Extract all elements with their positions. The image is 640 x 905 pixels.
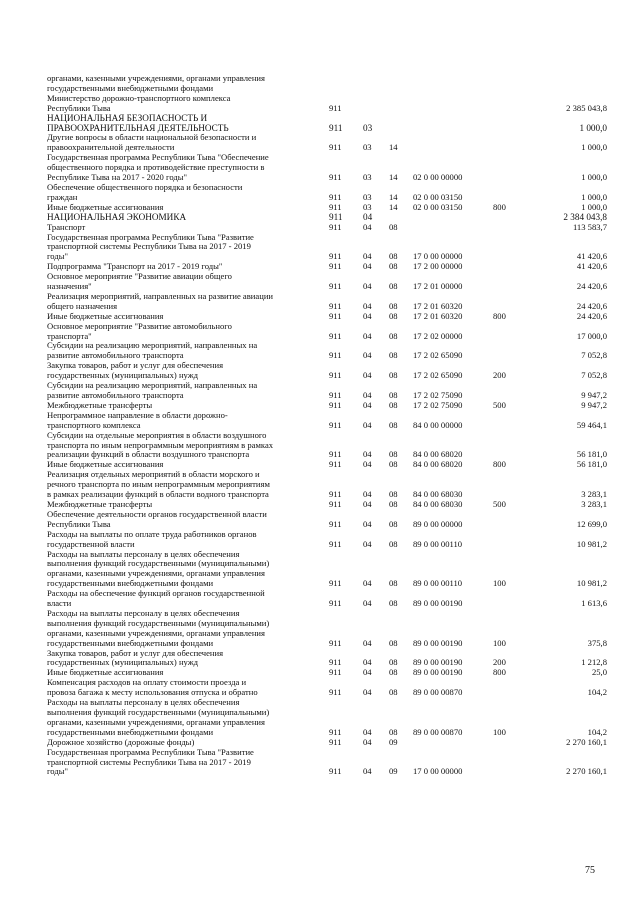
row-description-line: Республики Тыва: [47, 102, 111, 113]
subsection-code: 09: [389, 766, 398, 777]
section-code: 04: [363, 330, 372, 341]
row-description: [47, 649, 297, 669]
amount: 24 420,6: [576, 310, 607, 321]
subsection-code: 14: [389, 201, 398, 212]
amount: 1 000,0: [581, 191, 607, 202]
table-row: [47, 94, 607, 114]
target-article-code: 84 0 00 68030: [413, 489, 463, 500]
row-description-line: Расходы на выплаты персоналу в целях обеспечения: [47, 607, 240, 618]
row-description-line: транспорта": [47, 330, 92, 341]
expense-type-code: 800: [493, 201, 506, 212]
row-description-line: Субсидии на отдельные мероприятия в области воздушного: [47, 429, 267, 440]
table-row: [47, 341, 607, 361]
row-description-line: граждан: [47, 191, 78, 202]
section-code: 04: [363, 498, 372, 509]
expense-type-code: 500: [493, 498, 506, 509]
admin-code: 911: [329, 300, 342, 311]
budget-table: [47, 74, 607, 777]
admin-code: 911: [329, 498, 342, 509]
row-description-line: органами, казенными учреждениями, органами управления: [47, 73, 265, 83]
row-description-line: Иные бюджетные ассигнования: [47, 459, 164, 470]
table-row: [47, 153, 607, 183]
table-row: [47, 213, 607, 223]
section-code: 04: [363, 518, 372, 529]
admin-code: 911: [329, 261, 342, 272]
row-description-line: НАЦИОНАЛЬНАЯ БЕЗОПАСНОСТЬ И: [47, 112, 208, 123]
subsection-code: 08: [389, 459, 398, 470]
admin-code: 911: [329, 459, 342, 470]
subsection-code: 08: [389, 390, 398, 400]
row-description-line: Реализация отдельных мероприятий в области морского и: [47, 469, 260, 480]
row-description-line: Компенсация расходов на оплату стоимости проезда и: [47, 677, 247, 688]
subsection-code: 08: [389, 350, 398, 361]
amount: 7 052,8: [581, 350, 607, 361]
target-article-code: 89 0 00 00190: [413, 598, 463, 609]
amount: 3 283,1: [581, 489, 607, 500]
row-description-line: в рамках реализации функций в области водного транспорта: [47, 489, 269, 500]
row-description: [47, 748, 297, 778]
row-description-line: развитие автомобильного транспорта: [47, 390, 184, 400]
table-row: [47, 470, 607, 500]
admin-code: 911: [329, 142, 342, 153]
target-article-code: 17 2 01 00000: [413, 281, 463, 292]
amount: 1 000,0: [579, 122, 607, 133]
amount: 59 464,1: [576, 419, 607, 430]
row-description-line: органами, казенными учреждениями, органами управления: [47, 568, 265, 579]
target-article-code: 84 0 00 00000: [413, 419, 463, 430]
row-description-line: реализации функций в области воздушного транспорта: [47, 449, 250, 460]
amount: 2 270 160,1: [566, 766, 607, 777]
subsection-code: 08: [389, 300, 398, 311]
section-code: 04: [363, 578, 372, 589]
row-description-line: общего назначения: [47, 300, 118, 311]
row-description: [47, 341, 297, 361]
amount: 3 283,1: [581, 498, 607, 509]
row-description-line: государственных (муниципальных) нужд: [47, 657, 199, 668]
expense-type-code: 800: [493, 310, 506, 321]
row-description-line: Министерство дорожно-транспортного комплекса: [47, 92, 231, 103]
admin-code: 911: [329, 518, 342, 529]
subsection-code: 14: [389, 191, 398, 202]
row-description-line: Иные бюджетные ассигнования: [47, 201, 164, 212]
subsection-code: 08: [389, 261, 398, 272]
table-row: [47, 698, 607, 738]
amount: 2 384 043,8: [563, 211, 607, 222]
row-description-line: Расходы на обеспечение функций органов государственной: [47, 588, 265, 599]
row-description-line: Иные бюджетные ассигнования: [47, 310, 164, 321]
row-description-line: государственными внебюджетными фондами: [47, 82, 214, 93]
amount: 1 000,0: [581, 172, 607, 183]
table-row: [47, 431, 607, 461]
row-description: [47, 381, 297, 401]
row-description-line: Обеспечение деятельности органов государственной власти: [47, 508, 267, 519]
row-description: [47, 609, 297, 649]
row-description-line: транспортной системы Республики Тыва на 2017 - 2019: [47, 756, 251, 767]
section-code: 04: [363, 687, 372, 698]
row-description: [47, 114, 297, 134]
subsection-code: 08: [389, 281, 398, 292]
target-article-code: 89 0 00 00870: [413, 687, 463, 698]
target-article-code: 84 0 00 68020: [413, 449, 463, 460]
subsection-code: 08: [389, 310, 398, 321]
section-code: 04: [363, 261, 372, 272]
admin-code: 911: [329, 726, 342, 737]
subsection-code: 08: [389, 489, 398, 500]
admin-code: 911: [329, 667, 342, 678]
section-code: 03: [363, 201, 372, 212]
section-code: 04: [363, 390, 372, 400]
amount: 375,8: [587, 637, 607, 648]
target-article-code: 17 0 00 00000: [413, 766, 463, 777]
section-code: 04: [363, 766, 372, 777]
section-code: 04: [363, 489, 372, 500]
target-article-code: 17 2 00 00000: [413, 261, 463, 272]
table-row: [47, 649, 607, 669]
admin-code: 911: [329, 657, 342, 668]
amount: 56 181,0: [576, 449, 607, 460]
row-description: [47, 530, 297, 550]
row-description-line: назначения": [47, 281, 92, 292]
section-code: 04: [363, 221, 372, 232]
row-description: [47, 74, 297, 94]
admin-code: 911: [329, 122, 343, 133]
target-article-code: 17 2 02 75090: [413, 399, 463, 410]
row-description-line: государственной власти: [47, 538, 135, 549]
row-description-line: провоза багажа к месту использования отпуска и обратно: [47, 687, 258, 698]
row-description-line: Государственная программа Республики Тыва "Развитие: [47, 231, 254, 242]
expense-type-code: 500: [493, 399, 506, 410]
row-description-line: общественного порядка и противодействие преступности в: [47, 162, 265, 173]
amount: 1 000,0: [581, 142, 607, 153]
target-article-code: 84 0 00 68030: [413, 498, 463, 509]
table-row: [47, 510, 607, 530]
target-article-code: 84 0 00 68020: [413, 459, 463, 470]
table-row: [47, 748, 607, 778]
admin-code: 911: [329, 251, 342, 262]
page-number: 75: [585, 865, 595, 876]
amount: 25,0: [591, 667, 607, 678]
target-article-code: 17 2 02 65090: [413, 370, 463, 381]
admin-code: 911: [329, 766, 342, 777]
amount: 104,2: [587, 726, 607, 737]
target-article-code: 17 2 02 00000: [413, 330, 463, 341]
admin-code: 911: [329, 211, 343, 222]
table-row: [47, 550, 607, 590]
amount: 24 420,6: [576, 300, 607, 311]
row-description-line: Государственная программа Республики Тыва "Обеспечение: [47, 152, 269, 163]
row-description-line: власти: [47, 598, 72, 609]
row-description-line: Субсидии на реализацию мероприятий, направленных на: [47, 380, 258, 391]
row-description-line: транспортной системы Республики Тыва на 2017 - 2019: [47, 241, 251, 252]
subsection-code: 08: [389, 330, 398, 341]
subsection-code: 08: [389, 399, 398, 410]
row-description-line: государственными внебюджетными фондами: [47, 578, 214, 589]
table-row: [47, 272, 607, 292]
row-description-line: органами, казенными учреждениями, органами управления: [47, 716, 265, 727]
row-description-line: Другие вопросы в области национальной безопасности и: [47, 132, 257, 143]
section-code: 04: [363, 667, 372, 678]
target-article-code: 17 2 02 75090: [413, 390, 463, 400]
target-article-code: 17 2 01 60320: [413, 300, 463, 311]
table-row: [47, 411, 607, 431]
row-description-line: выполнения функций государственными (муниципальными): [47, 558, 270, 569]
section-code: 03: [363, 142, 372, 153]
section-code: 04: [363, 726, 372, 737]
expense-type-code: 100: [493, 578, 506, 589]
admin-code: 911: [329, 201, 342, 212]
subsection-code: 08: [389, 578, 398, 589]
row-description-line: Основное мероприятие "Развитие автомобильного: [47, 320, 232, 331]
admin-code: 911: [329, 578, 342, 589]
admin-code: 911: [329, 637, 342, 648]
target-article-code: 02 0 00 00000: [413, 172, 463, 183]
section-code: 04: [363, 449, 372, 460]
row-description-line: Дорожное хозяйство (дорожные фонды): [47, 736, 195, 747]
target-article-code: 17 2 02 65090: [413, 350, 463, 361]
row-description: [47, 678, 297, 698]
target-article-code: 89 0 00 00000: [413, 518, 463, 529]
row-description-line: Государственная программа Республики Тыва "Развитие: [47, 746, 254, 757]
amount: 12 699,0: [576, 518, 607, 529]
row-description-line: транспортного комплекса: [47, 419, 141, 430]
row-description-line: выполнения функций государственными (муниципальными): [47, 707, 270, 717]
admin-code: 911: [329, 419, 342, 430]
row-description: [47, 510, 297, 530]
table-row: [47, 678, 607, 698]
admin-code: 911: [329, 736, 342, 747]
row-description-line: речного транспорта по иным непрограммным мероприятиям: [47, 479, 270, 490]
subsection-code: 08: [389, 687, 398, 698]
section-code: 04: [363, 637, 372, 648]
target-article-code: 89 0 00 00190: [413, 667, 463, 678]
row-description-line: Иные бюджетные ассигнования: [47, 667, 164, 678]
row-description-line: правоохранительной деятельности: [47, 142, 175, 153]
row-description-line: Транспорт: [47, 221, 86, 232]
amount: 1 212,8: [581, 657, 607, 668]
target-article-code: 17 0 00 00000: [413, 251, 463, 262]
row-description-line: государственных (муниципальных) нужд: [47, 370, 199, 381]
subsection-code: 09: [389, 736, 398, 747]
admin-code: 911: [329, 350, 342, 361]
amount: 10 981,2: [576, 578, 607, 589]
amount: 113 583,7: [572, 221, 607, 232]
row-description-line: Расходы на выплаты по оплате труда работников органов: [47, 528, 257, 539]
admin-code: 911: [329, 330, 342, 341]
row-description-line: органами, казенными учреждениями, органами управления: [47, 627, 265, 638]
row-description-line: Расходы на выплаты персоналу в целях обеспечения: [47, 697, 240, 708]
row-description-line: государственными внебюджетными фондами: [47, 726, 214, 737]
admin-code: 911: [329, 598, 342, 609]
section-code: 04: [363, 459, 372, 470]
expense-type-code: 800: [493, 667, 506, 678]
subsection-code: 08: [389, 370, 398, 381]
row-description-line: годы": [47, 766, 69, 777]
subsection-code: 14: [389, 142, 398, 153]
row-description-line: государственными внебюджетными фондами: [47, 637, 214, 648]
admin-code: 911: [329, 489, 342, 500]
admin-code: 911: [329, 310, 342, 321]
subsection-code: 08: [389, 657, 398, 668]
section-code: 04: [363, 310, 372, 321]
subsection-code: 08: [389, 251, 398, 262]
amount: 7 052,8: [581, 370, 607, 381]
row-description: [47, 431, 297, 461]
table-row: [47, 114, 607, 134]
row-description-line: НАЦИОНАЛЬНАЯ ЭКОНОМИКА: [47, 211, 187, 222]
row-description-line: Субсидии на реализацию мероприятий, направленных на: [47, 340, 258, 351]
target-article-code: 89 0 00 00110: [413, 578, 463, 589]
row-description-line: Основное мероприятие "Развитие авиации общего: [47, 271, 232, 282]
subsection-code: 14: [389, 172, 398, 183]
section-code: 04: [363, 300, 372, 311]
target-article-code: 89 0 00 00110: [413, 538, 463, 549]
admin-code: 911: [329, 449, 342, 460]
amount: 9 947,2: [581, 399, 607, 410]
amount: 41 420,6: [576, 261, 607, 272]
expense-type-code: 100: [493, 726, 506, 737]
table-row: [47, 609, 607, 649]
amount: 17 000,0: [576, 330, 607, 341]
amount: 2 385 043,8: [566, 102, 607, 113]
row-description-line: Республике Тыва на 2017 - 2020 годы": [47, 172, 188, 183]
admin-code: 911: [329, 370, 342, 381]
section-code: 03: [363, 191, 372, 202]
target-article-code: 17 2 01 60320: [413, 310, 463, 321]
row-description: [47, 411, 297, 431]
expense-type-code: 800: [493, 459, 506, 470]
expense-type-code: 100: [493, 637, 506, 648]
table-row: [47, 183, 607, 203]
row-description-line: Реализация мероприятий, направленных на развитие авиации: [47, 290, 274, 301]
row-description-line: развитие автомобильного транспорта: [47, 350, 184, 361]
table-row: [47, 322, 607, 342]
target-article-code: 02 0 00 03150: [413, 201, 463, 212]
admin-code: 911: [329, 390, 342, 400]
table-row: [47, 361, 607, 381]
subsection-code: 08: [389, 498, 398, 509]
row-description: [47, 698, 297, 738]
admin-code: 911: [329, 191, 342, 202]
row-description: [47, 361, 297, 381]
row-description: [47, 550, 297, 590]
row-description: [47, 183, 297, 203]
section-code: 04: [363, 736, 372, 747]
section-code: 03: [363, 172, 372, 183]
subsection-code: 08: [389, 518, 398, 529]
table-row: [47, 589, 607, 609]
row-description: [47, 94, 297, 114]
row-description-line: Расходы на выплаты персоналу в целях обеспечения: [47, 548, 240, 559]
row-description: [47, 233, 297, 263]
subsection-code: 08: [389, 449, 398, 460]
target-article-code: 02 0 00 03150: [413, 191, 463, 202]
amount: 24 420,6: [576, 281, 607, 292]
section-code: 04: [363, 598, 372, 609]
expense-type-code: 200: [493, 370, 506, 381]
row-description-line: транспорта по иным непрограммным мероприятиям в рамках: [47, 439, 274, 450]
row-description-line: Республики Тыва: [47, 518, 111, 529]
amount: 104,2: [587, 687, 607, 698]
table-row: [47, 223, 607, 233]
row-description: [47, 153, 297, 183]
amount: 2 270 160,1: [566, 736, 607, 747]
admin-code: 911: [329, 538, 342, 549]
admin-code: 911: [329, 172, 342, 183]
section-code: 04: [363, 211, 373, 222]
section-code: 04: [363, 419, 372, 430]
section-code: 04: [363, 350, 372, 361]
amount: 10 981,2: [576, 538, 607, 549]
row-description: [47, 272, 297, 292]
row-description-line: Закупка товаров, работ и услуг для обеспечения: [47, 360, 224, 371]
section-code: 04: [363, 251, 372, 262]
admin-code: 911: [329, 221, 342, 232]
target-article-code: 89 0 00 00870: [413, 726, 463, 737]
amount: 41 420,6: [576, 251, 607, 262]
admin-code: 911: [329, 399, 342, 410]
amount: 1 613,6: [581, 598, 607, 609]
section-code: 04: [363, 281, 372, 292]
row-description: [47, 133, 297, 153]
amount: 9 947,2: [581, 390, 607, 400]
subsection-code: 08: [389, 637, 398, 648]
table-row: [47, 74, 607, 94]
table-row: [47, 292, 607, 312]
subsection-code: 08: [389, 667, 398, 678]
subsection-code: 08: [389, 598, 398, 609]
section-code: 04: [363, 538, 372, 549]
target-article-code: 89 0 00 00190: [413, 637, 463, 648]
row-description-line: Обеспечение общественного порядка и безопасности: [47, 181, 243, 192]
subsection-code: 08: [389, 221, 398, 232]
row-description: [47, 223, 297, 233]
section-code: 03: [363, 122, 373, 133]
table-row: [47, 133, 607, 153]
expense-type-code: 200: [493, 657, 506, 668]
subsection-code: 08: [389, 538, 398, 549]
row-description-line: Межбюджетные трансферты: [47, 498, 153, 509]
admin-code: 911: [329, 102, 342, 113]
admin-code: 911: [329, 687, 342, 698]
target-article-code: 89 0 00 00190: [413, 657, 463, 668]
row-description: [47, 292, 297, 312]
row-description-line: Закупка товаров, работ и услуг для обеспечения: [47, 647, 224, 658]
row-description-line: годы": [47, 251, 69, 262]
amount: 56 181,0: [576, 459, 607, 470]
row-description-line: Межбюджетные трансферты: [47, 399, 153, 410]
row-description-line: Непрограммное направление в области дорожно-: [47, 409, 228, 420]
row-description-line: выполнения функций государственными (муниципальными): [47, 617, 270, 628]
table-row: [47, 381, 607, 401]
row-description-line: ПРАВООХРАНИТЕЛЬНАЯ ДЕЯТЕЛЬНОСТЬ: [47, 122, 229, 133]
table-row: [47, 233, 607, 263]
section-code: 04: [363, 399, 372, 410]
section-code: 04: [363, 370, 372, 381]
subsection-code: 08: [389, 419, 398, 430]
section-code: 04: [363, 657, 372, 668]
row-description-line: Подпрограмма "Транспорт на 2017 - 2019 годы": [47, 261, 223, 272]
row-description: [47, 322, 297, 342]
row-description: [47, 470, 297, 500]
row-description: [47, 589, 297, 609]
amount: 1 000,0: [581, 201, 607, 212]
subsection-code: 08: [389, 726, 398, 737]
admin-code: 911: [329, 281, 342, 292]
table-row: [47, 530, 607, 550]
